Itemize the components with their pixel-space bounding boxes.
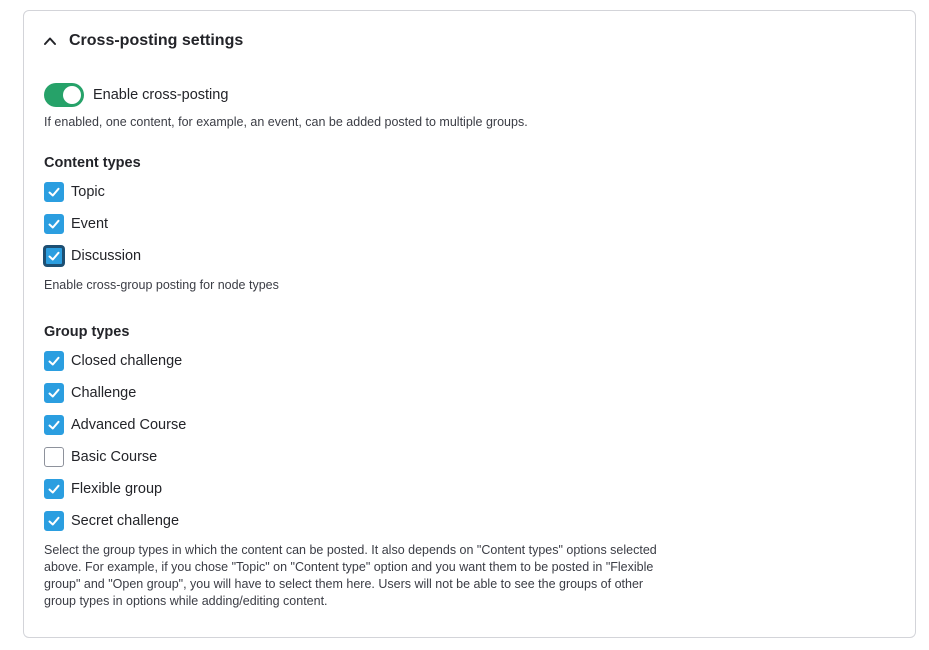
checkbox-flexible-group-box[interactable] — [44, 479, 64, 499]
checkbox-label[interactable]: Closed challenge — [71, 353, 183, 369]
checkmark-icon — [47, 514, 61, 528]
checkbox-label[interactable]: Topic — [71, 184, 105, 200]
checkbox-advanced-course[interactable] — [44, 414, 186, 436]
group-types-help-text: Select the group types in which the content can be posted. It also depends on "Content types" options selected above. For example, if you chose "Topic" on "Content type" option and you want them to be posted in "Flexible group" and "Open group", you will have to select them here. Users will not be able to see the groups of other group types in options while adding/editing content. — [44, 543, 657, 608]
checkbox-closed-challenge-box[interactable] — [44, 351, 64, 371]
checkbox-event[interactable] — [44, 213, 108, 235]
toggle-knob — [63, 86, 81, 104]
enable-cross-posting-toggle[interactable] — [44, 83, 84, 107]
enable-cross-posting-row — [44, 83, 228, 107]
checkbox-label[interactable]: Secret challenge — [71, 513, 180, 529]
checkbox-secret-challenge-box[interactable] — [44, 511, 64, 531]
checkbox-flexible-group[interactable] — [44, 478, 162, 500]
checkbox-challenge-box[interactable] — [44, 383, 64, 403]
group-types-title: Group types — [44, 324, 130, 340]
checkmark-icon — [47, 482, 61, 496]
panel-title: Cross-posting settings — [69, 32, 244, 49]
checkbox-label[interactable]: Discussion — [71, 248, 142, 264]
checkmark-icon — [47, 418, 61, 432]
checkmark-icon — [47, 386, 61, 400]
checkbox-label[interactable]: Flexible group — [71, 481, 163, 497]
checkbox-label[interactable]: Challenge — [71, 385, 137, 401]
checkbox-basic-course-box[interactable] — [44, 447, 64, 467]
checkbox-topic[interactable] — [44, 181, 105, 203]
checkbox-topic-box[interactable] — [44, 182, 64, 202]
checkbox-label[interactable]: Event — [71, 216, 109, 232]
cross-posting-panel — [23, 10, 916, 638]
content-types-help-text: Enable cross-group posting for node types — [44, 278, 279, 292]
checkbox-basic-course[interactable] — [44, 446, 157, 468]
enable-help-text: If enabled, one content, for example, an event, can be added posted to multiple groups. — [44, 115, 528, 129]
chevron-up-icon — [43, 34, 57, 48]
panel-header[interactable] — [43, 28, 243, 54]
checkmark-icon — [47, 249, 61, 263]
checkmark-icon — [47, 217, 61, 231]
checkbox-closed-challenge[interactable] — [44, 350, 182, 372]
enable-cross-posting-label[interactable]: Enable cross-posting — [93, 87, 229, 103]
checkbox-challenge[interactable] — [44, 382, 136, 404]
checkbox-label[interactable]: Advanced Course — [71, 417, 187, 433]
checkbox-event-box[interactable] — [44, 214, 64, 234]
checkbox-discussion[interactable] — [44, 245, 141, 267]
checkbox-label[interactable]: Basic Course — [71, 449, 158, 465]
checkmark-icon — [47, 354, 61, 368]
checkmark-icon — [47, 185, 61, 199]
checkbox-discussion-box[interactable] — [44, 246, 64, 266]
content-types-title: Content types — [44, 155, 141, 171]
checkbox-secret-challenge[interactable] — [44, 510, 179, 532]
checkbox-advanced-course-box[interactable] — [44, 415, 64, 435]
